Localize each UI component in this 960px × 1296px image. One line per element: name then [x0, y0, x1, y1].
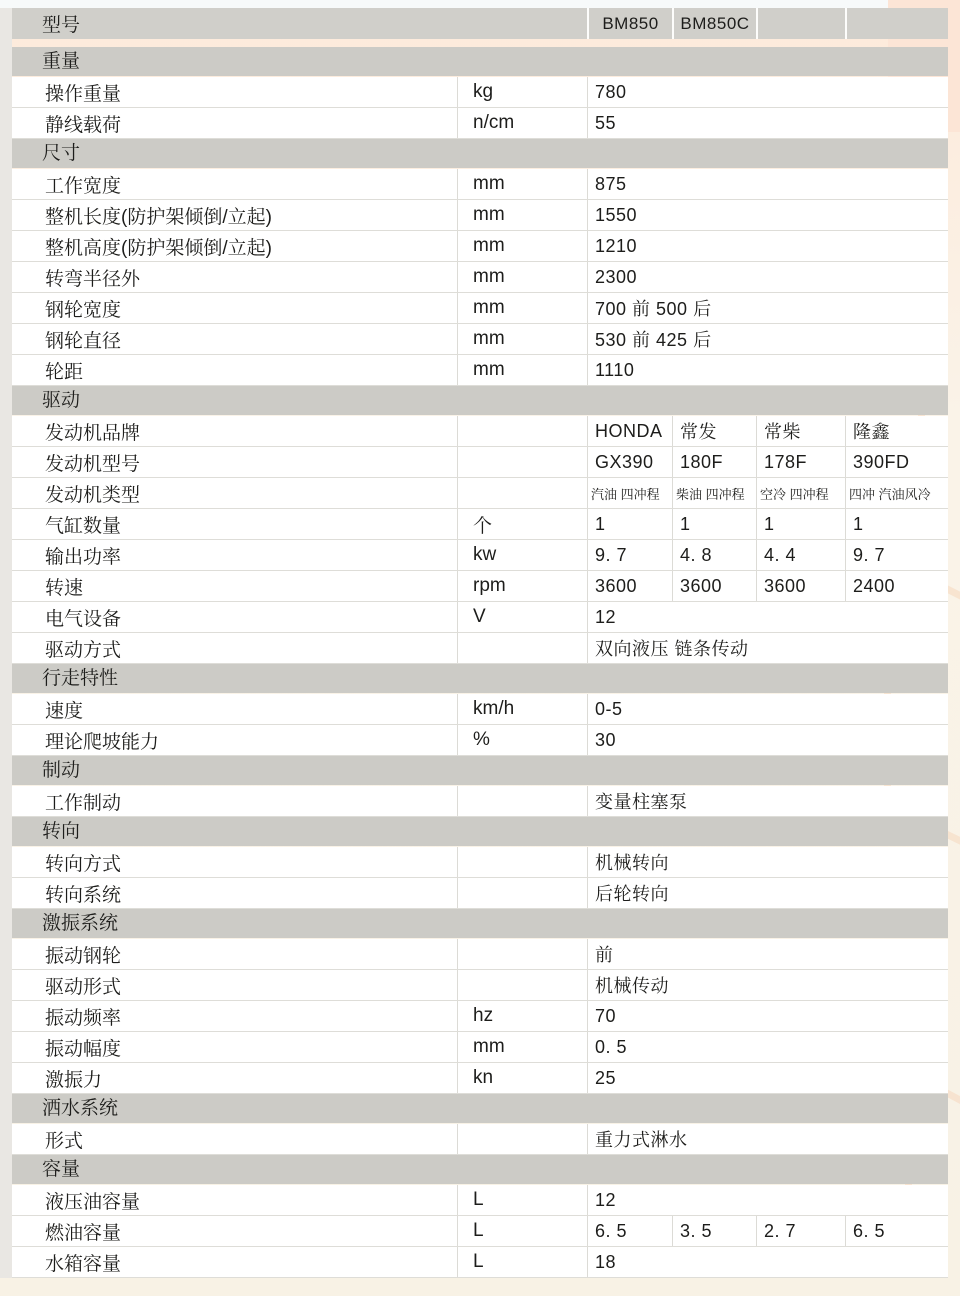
spec-value: 3600	[756, 571, 845, 601]
spec-row-drive-mode	[12, 633, 948, 664]
spec-row-sprinkler-type	[12, 1124, 948, 1155]
spec-value: 9. 7	[845, 540, 948, 570]
spec-value: 机械传动	[587, 970, 948, 1000]
section-header-steering: 转向	[12, 817, 948, 846]
spec-label: 燃油容量	[45, 1222, 122, 1244]
spec-label: 形式	[45, 1130, 84, 1152]
spec-value: 30	[587, 725, 948, 755]
model-header-row	[12, 8, 948, 39]
spec-value: 18	[587, 1247, 948, 1277]
spec-row-vibration-frequency	[12, 1001, 948, 1032]
spec-row-working-width	[12, 169, 948, 200]
spec-unit	[457, 633, 587, 663]
spec-value: 2. 7	[756, 1216, 845, 1246]
spec-row-engine-model	[12, 447, 948, 478]
spec-unit: kg	[457, 77, 587, 107]
section-header-dimensions: 尺寸	[12, 139, 948, 168]
spec-value: 1	[756, 509, 845, 539]
spec-label: 整机高度(防护架倾倒/立起)	[45, 237, 272, 259]
spec-value: 70	[587, 1001, 948, 1031]
spec-row-cylinder-count	[12, 509, 948, 540]
spec-row-static-linear-load	[12, 108, 948, 139]
spec-label: 工作宽度	[45, 175, 122, 197]
spec-value: 柴油 四冲程	[672, 478, 756, 508]
spec-value: 1210	[587, 231, 948, 261]
spec-value: 1	[845, 509, 948, 539]
section-header-travel: 行走特性	[12, 664, 948, 693]
spec-value: 0. 5	[587, 1032, 948, 1062]
spec-label: 轮距	[45, 361, 84, 383]
spec-value: 后轮转向	[587, 878, 948, 908]
spec-value: 汽油 四冲程	[587, 478, 672, 508]
spec-label: 操作重量	[45, 83, 122, 105]
model-name-bm850c: BM850C	[672, 8, 756, 39]
spec-row-output-power	[12, 540, 948, 571]
spec-unit: mm	[457, 293, 587, 323]
spec-label: 钢轮宽度	[45, 299, 122, 321]
spec-label: 理论爬坡能力	[45, 731, 160, 753]
spec-unit	[457, 416, 587, 446]
spec-unit	[457, 447, 587, 477]
spec-row-overall-length	[12, 200, 948, 231]
spec-value: 6. 5	[845, 1216, 948, 1246]
spec-row-service-brake	[12, 786, 948, 817]
spec-value: 6. 5	[587, 1216, 672, 1246]
spec-row-operating-weight	[12, 77, 948, 108]
spec-unit: rpm	[457, 571, 587, 601]
spec-label: 钢轮直径	[45, 330, 122, 352]
spec-value: 常柴	[756, 416, 845, 446]
spec-value: 25	[587, 1063, 948, 1093]
spec-unit	[457, 1124, 587, 1154]
spec-label: 气缸数量	[45, 515, 122, 537]
spec-value: 3600	[672, 571, 756, 601]
spec-unit: mm	[457, 262, 587, 292]
spec-row-engine-type	[12, 478, 948, 509]
spec-label: 静线载荷	[45, 114, 122, 136]
spec-unit: L	[457, 1216, 587, 1246]
spec-row-water-tank-capacity	[12, 1247, 948, 1278]
spec-row-wheelbase	[12, 355, 948, 386]
spec-value: 3. 5	[672, 1216, 756, 1246]
spec-value: 12	[587, 602, 948, 632]
section-header-drive: 驱动	[12, 386, 948, 415]
spec-value: 12	[587, 1185, 948, 1215]
section-header-sprinkler-system: 洒水系统	[12, 1094, 948, 1123]
spec-unit	[457, 970, 587, 1000]
spec-row-hydraulic-oil-capacity	[12, 1185, 948, 1216]
spec-row-turning-radius-outer	[12, 262, 948, 293]
spec-unit: kw	[457, 540, 587, 570]
spec-row-steering-mode	[12, 847, 948, 878]
spec-value: 390FD	[845, 447, 948, 477]
spec-label: 振动频率	[45, 1007, 122, 1029]
spec-label: 振动钢轮	[45, 945, 122, 967]
spec-unit: mm	[457, 355, 587, 385]
spec-label: 转速	[45, 577, 84, 599]
spec-unit: %	[457, 725, 587, 755]
spec-row-exciting-force	[12, 1063, 948, 1094]
model-header-empty-cell	[845, 8, 948, 39]
spec-row-fuel-capacity	[12, 1216, 948, 1247]
spec-value: 1550	[587, 200, 948, 230]
spec-row-electrical-equipment	[12, 602, 948, 633]
spec-unit: n/cm	[457, 108, 587, 138]
spec-value: 3600	[587, 571, 672, 601]
spec-value: 1	[587, 509, 672, 539]
spec-unit: L	[457, 1247, 587, 1277]
spec-row-drive-form	[12, 970, 948, 1001]
spec-value: 530 前 425 后	[587, 324, 948, 354]
spec-value: 1	[672, 509, 756, 539]
spec-value: 2300	[587, 262, 948, 292]
spec-unit: km/h	[457, 694, 587, 724]
top-margin-strip	[0, 0, 888, 8]
spec-value: 四冲 汽油风冷	[845, 478, 948, 508]
spec-unit: mm	[457, 324, 587, 354]
spec-label: 振动幅度	[45, 1038, 122, 1060]
spec-label: 驱动方式	[45, 639, 122, 661]
spec-unit: hz	[457, 1001, 587, 1031]
spec-value: 178F	[756, 447, 845, 477]
model-header-label: 型号	[42, 15, 81, 36]
spec-label: 速度	[45, 700, 84, 722]
model-header-empty-cell	[756, 8, 845, 39]
spec-unit: mm	[457, 200, 587, 230]
section-header-braking: 制动	[12, 756, 948, 785]
spec-row-engine-speed	[12, 571, 948, 602]
spec-unit	[457, 786, 587, 816]
spec-value: 空冷 四冲程	[756, 478, 845, 508]
spec-value: 隆鑫	[845, 416, 948, 446]
spec-value: 变量柱塞泵	[587, 786, 948, 816]
spec-value: 55	[587, 108, 948, 138]
spec-row-engine-brand	[12, 416, 948, 447]
spec-unit	[457, 847, 587, 877]
spec-label: 激振力	[45, 1069, 103, 1091]
spec-unit: L	[457, 1185, 587, 1215]
spec-unit: mm	[457, 231, 587, 261]
spec-value: 180F	[672, 447, 756, 477]
spec-value: 双向液压 链条传动	[587, 633, 948, 663]
spec-label: 转向系统	[45, 884, 122, 906]
spec-unit: mm	[457, 1032, 587, 1062]
spec-unit: 个	[457, 509, 587, 539]
model-name-bm850: BM850	[587, 8, 672, 39]
section-header-weight: 重量	[12, 47, 948, 76]
spec-row-overall-height	[12, 231, 948, 262]
spec-value: 780	[587, 77, 948, 107]
spec-row-speed	[12, 694, 948, 725]
spec-value: 4. 4	[756, 540, 845, 570]
spec-label: 工作制动	[45, 792, 122, 814]
spec-value: 4. 8	[672, 540, 756, 570]
spec-table	[12, 8, 948, 1278]
spec-value: 1110	[587, 355, 948, 385]
spec-row-steering-system	[12, 878, 948, 909]
spec-value: 常发	[672, 416, 756, 446]
spec-row-drum-width	[12, 293, 948, 324]
spec-label: 电气设备	[45, 608, 122, 630]
spec-value: 0-5	[587, 694, 948, 724]
spec-label: 转弯半径外	[45, 268, 141, 290]
section-header-vibration-system: 激振系统	[12, 909, 948, 938]
section-header-capacity: 容量	[12, 1155, 948, 1184]
spec-label: 转向方式	[45, 853, 122, 875]
spec-label: 液压油容量	[45, 1191, 141, 1213]
spec-unit	[457, 939, 587, 969]
spec-value: 重力式淋水	[587, 1124, 948, 1154]
spec-unit: V	[457, 602, 587, 632]
spec-value: 9. 7	[587, 540, 672, 570]
spec-unit	[457, 878, 587, 908]
spec-value: 前	[587, 939, 948, 969]
spec-label: 发动机型号	[45, 453, 141, 475]
left-gutter-strip	[0, 8, 12, 1278]
spec-value: HONDA	[587, 416, 672, 446]
spec-value: 700 前 500 后	[587, 293, 948, 323]
spec-value: 875	[587, 169, 948, 199]
spec-row-gradeability	[12, 725, 948, 756]
spec-label: 整机长度(防护架倾倒/立起)	[45, 206, 272, 228]
spec-label: 发动机品牌	[45, 422, 141, 444]
spec-unit	[457, 478, 587, 508]
spec-label: 驱动形式	[45, 976, 122, 998]
spec-row-drum-diameter	[12, 324, 948, 355]
spec-unit: kn	[457, 1063, 587, 1093]
spec-value: 机械转向	[587, 847, 948, 877]
spec-value: 2400	[845, 571, 948, 601]
spec-row-vibrating-drum	[12, 939, 948, 970]
spec-unit: mm	[457, 169, 587, 199]
spec-label: 发动机类型	[45, 484, 141, 506]
spec-label: 水箱容量	[45, 1253, 122, 1275]
spec-label: 输出功率	[45, 546, 122, 568]
spec-row-vibration-amplitude	[12, 1032, 948, 1063]
spec-value: GX390	[587, 447, 672, 477]
